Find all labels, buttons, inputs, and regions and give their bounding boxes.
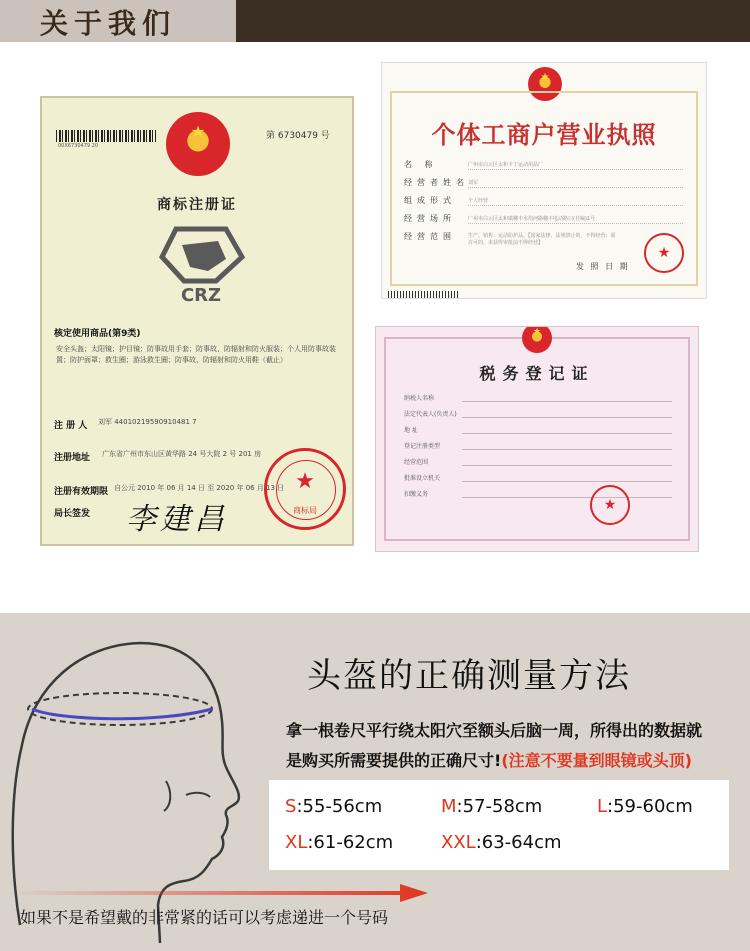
issue-date-label: 发 照 日 期 (576, 262, 630, 271)
goods-label: 核定使用商品(第9类) (54, 329, 141, 339)
brand-logo (146, 223, 256, 303)
logo-text: CRZ (180, 285, 222, 303)
section-header (0, 0, 750, 42)
barcode (388, 291, 458, 298)
address-label: 注册地址 (54, 453, 91, 463)
registrant-value: 刘军 44010219590910481 7 (98, 418, 197, 426)
national-emblem-icon: ★ (522, 326, 552, 353)
size-item-s: S:55-56cm (285, 796, 383, 817)
validity-value: 自公元 2010 年 06 月 14 日 至 2020 年 06 月 13 日 (114, 484, 285, 492)
measure-description-text: 是购买所需要提供的正确尺寸! (286, 751, 502, 770)
size-table (269, 780, 729, 870)
national-emblem-icon: ★ (166, 112, 230, 176)
license-row-value: 刘军 (468, 180, 479, 186)
seal-star-icon: ★ (590, 485, 630, 525)
seal-star-icon: ★ (295, 469, 315, 494)
tax-registration-certificate (375, 326, 699, 552)
section-title: 关于我们 (40, 7, 177, 40)
measure-note: (注意不要量到眼镜或头顶) (501, 751, 692, 770)
certificate-title: 商标注册证 (157, 197, 237, 213)
tax-row-label: 法定代表人(负责人) (404, 411, 457, 418)
measure-title: 头盔的正确测量方法 (307, 656, 631, 696)
barcode-number: 00X6730479 20 (58, 143, 99, 149)
tax-row-label: 登记注册类型 (404, 443, 441, 450)
license-row-label: 经营场所 (404, 214, 456, 223)
business-license (381, 62, 707, 299)
size-item-xl: XL:61-62cm (285, 832, 394, 853)
tax-row-label: 扣缴义务 (404, 491, 429, 498)
bottom-note: 如果不是希望戴的非常紧的话可以考虑递进一个号码 (20, 908, 389, 927)
signature: 李建昌 (126, 502, 228, 537)
registration-number: 第 6730479 号 (266, 131, 330, 141)
license-row-label: 名 称 (404, 160, 438, 169)
barcode (56, 130, 156, 142)
national-emblem-icon: ★ (528, 67, 562, 101)
measure-description-line2 (286, 748, 692, 771)
seal-name: 商标局 (293, 506, 317, 515)
seal-star-icon: ★ (644, 233, 684, 273)
license-row-label: 组成形式 (404, 196, 456, 205)
license-row-value: 广州市白云区太和镇穗丰水均河路穗丰电动路口(自编)1号 (468, 216, 596, 222)
address-value: 广东省广州市东山区黄华路 24 号大院 2 号 201 房 (102, 450, 262, 458)
tax-title: 税务登记证 (479, 364, 595, 383)
license-row-value: 个人经营 (468, 198, 489, 204)
tax-row-label: 地 址 (404, 427, 418, 434)
license-row-value: 广州市白云区太和卡丁运动用品厂 (468, 162, 544, 168)
official-seal (264, 448, 346, 530)
tax-row-label: 经营范围 (404, 459, 429, 466)
measure-description: 拿一根卷尺平行绕太阳穴至额头后脑一周，所得出的数据就 (286, 721, 703, 740)
arrow-right-icon (8, 882, 428, 904)
license-row-value: 生产、销售：运动防护品。【国家法律、法规禁止的，不得经营；需许可的，未获得审批前不得经营】 (468, 233, 616, 246)
goods-text: 安全头盔；太阳镜；护目镜；防事故用手套；防事故、防辐射和防火服装；个人用防事故装置；防护面罩；救生圈；游泳救生圈；防事故、防辐射和防火用鞋（截止） (56, 345, 336, 364)
size-item-l: L:59-60cm (597, 796, 693, 817)
license-title: 个体工商户营业执照 (431, 120, 657, 149)
size-item-m: M:57-58cm (441, 796, 543, 817)
license-row-label: 经营范围 (404, 232, 456, 241)
tax-row-label: 纳税人名称 (404, 395, 435, 402)
validity-label: 注册有效期限 (54, 487, 109, 497)
license-row-label: 经营者姓名 (404, 178, 469, 187)
size-item-xxl: XXL:63-64cm (441, 832, 562, 853)
trademark-certificate (40, 96, 354, 546)
tax-row-label: 批准设立机关 (404, 475, 441, 482)
director-label: 局长签发 (54, 509, 91, 519)
registrant-label: 注 册 人 (54, 421, 88, 431)
